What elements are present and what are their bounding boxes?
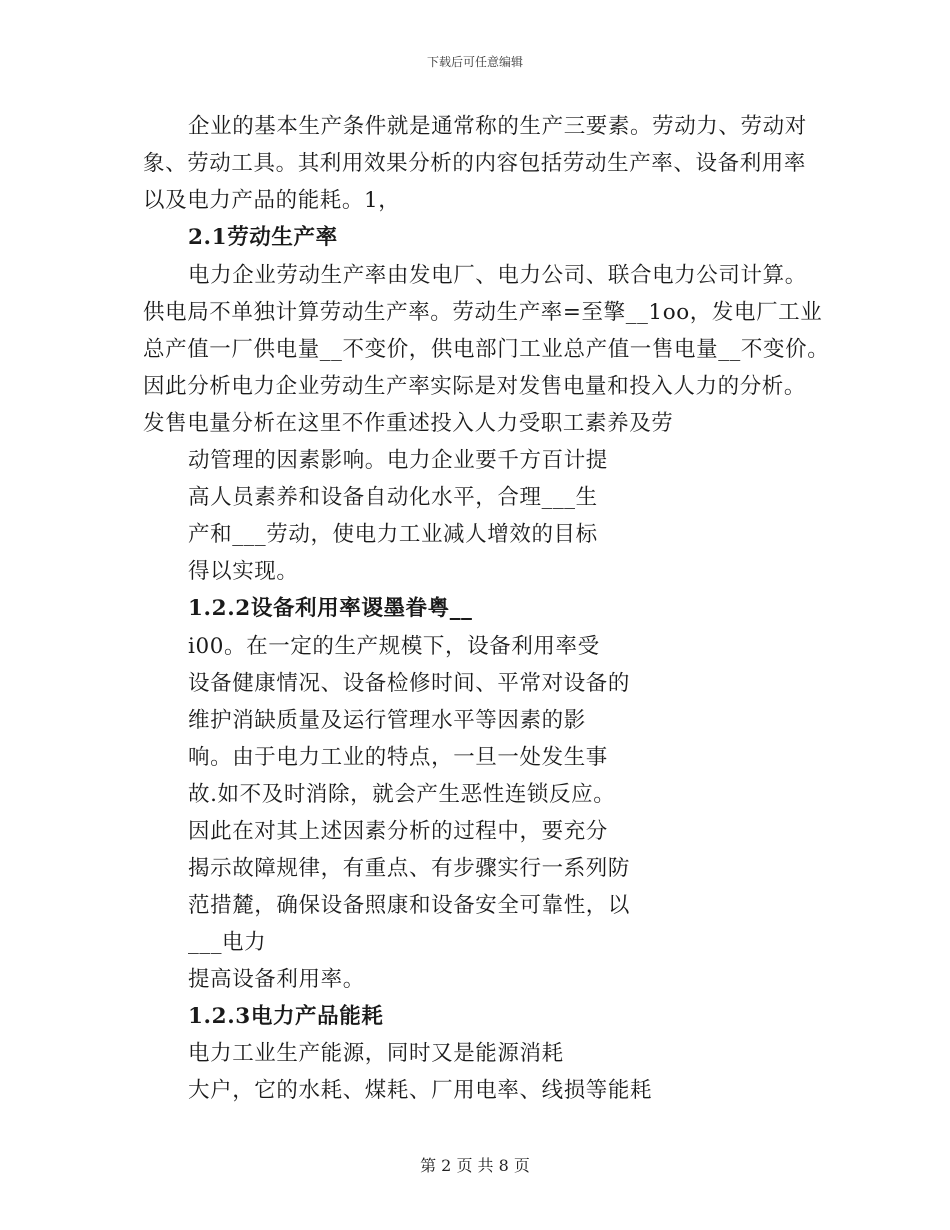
section-heading: 1.2.2设备利用率谡墨眷粤__ <box>188 596 473 621</box>
page-footer: 第 2 页 共 8 页 <box>420 1156 530 1175</box>
body-line: 产和___劳动，使电力工业减人增效的目标 <box>188 522 598 547</box>
body-line: 设备健康情况、设备检修时间、平常对设备的 <box>188 671 631 696</box>
body-line: 提高设备利用率。 <box>188 967 365 992</box>
body-line: 企业的基本生产条件就是通常称的生产三要素。劳动力、劳动对 <box>188 114 807 139</box>
body-line: 发售电量分析在这里不作重述投入人力受职工素养及劳 <box>143 411 674 436</box>
body-line: 范措麓，确保设备照康和设备安全可靠性，以 <box>188 893 631 918</box>
body-line: i00。在一定的生产规模下，设备利用率受 <box>188 634 600 659</box>
body-line: 以及电力产品的能耗。1， <box>143 188 401 213</box>
body-line: 总产值一厂供电量__不变价，供电部门工业总产值一售电量__不变价。 <box>143 337 830 362</box>
body-line: 高人员素养和设备自动化水平，合理___生 <box>188 485 598 510</box>
body-line: 电力工业生产能源，同时又是能源消耗 <box>188 1041 564 1066</box>
body-line: 维护消缺质量及运行管理水平等因素的影 <box>188 708 586 733</box>
page-header: 下载后可任意编辑 <box>426 55 523 69</box>
body-line: 供电局不单独计算劳动生产率。劳动生产率=至擎__1oo，发电厂工业 <box>143 300 823 325</box>
body-line: 动管理的因素影响。电力企业要千方百计提 <box>188 448 608 473</box>
section-heading: 1.2.3电力产品能耗 <box>188 1004 384 1029</box>
body-line: 象、劳动工具。其利用效果分析的内容包括劳动生产率、设备利用率 <box>143 151 807 176</box>
body-line: 电力企业劳动生产率由发电厂、电力公司、联合电力公司计算。 <box>188 263 807 288</box>
body-line: 得以实现。 <box>188 559 299 584</box>
body-line: ___电力 <box>188 930 267 955</box>
body-line: 因此分析电力企业劳动生产率实际是对发售电量和投入人力的分析。 <box>143 374 807 399</box>
body-line: 因此在对其上述因素分析的过程中，要充分 <box>188 819 608 844</box>
body-line: 大户，它的水耗、煤耗、厂用电率、线损等能耗 <box>188 1078 653 1103</box>
body-line: 响。由于电力工业的特点，一旦一处发生事 <box>188 745 608 770</box>
body-line: 故.如不及时消除，就会产生恶性连锁反应。 <box>188 782 616 807</box>
section-heading: 2.1劳动生产率 <box>188 225 338 250</box>
body-line: 揭示故障规律，有重点、有步骤实行一系列防 <box>188 856 631 881</box>
